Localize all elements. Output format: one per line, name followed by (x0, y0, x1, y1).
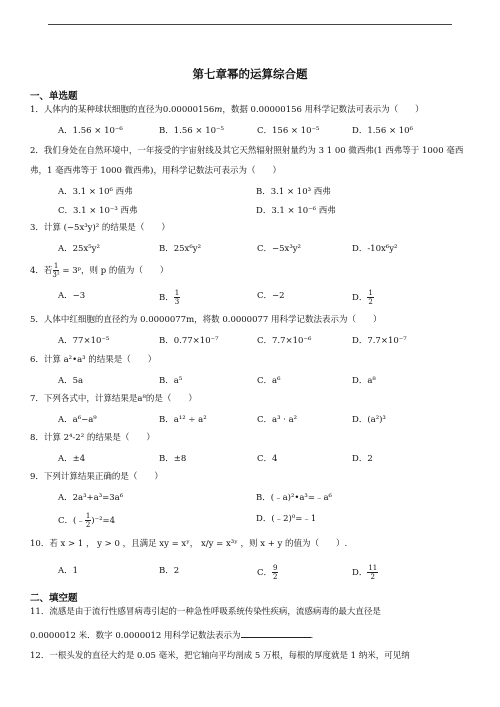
question-7-options (58, 413, 478, 427)
fraction-denominator: 2 (368, 298, 373, 306)
question-9-options-row2 (58, 512, 478, 529)
option-d[interactable] (352, 289, 374, 306)
question-4-options (58, 289, 478, 306)
option-b[interactable]: B．3.1 × 10³ 西弗 (256, 187, 331, 197)
stem-prefix: 4．若 (30, 266, 53, 276)
option-a[interactable]: A．2a³+a³=3a⁶ (58, 493, 124, 503)
stem-suffix: = 3ᵖ，则 p 的值为（ ） (59, 266, 169, 276)
question-8-stem: 8．计算 2⁴-2² 的结果是（ ） (30, 433, 155, 443)
option-a[interactable]: A．a⁶−a⁹ (58, 415, 97, 425)
option-c[interactable]: C．−5x³y² (257, 244, 301, 254)
option-d[interactable]: D．(a²)³ (352, 415, 386, 425)
question-11-line1: 11．流感是由于流行性感冒病毒引起的一种急性呼吸系统传染性疾病，流感病毒的最大直径是 (30, 607, 381, 617)
option-a[interactable]: A．1 (58, 566, 79, 576)
option-suffix: )⁻²=4 (91, 516, 116, 526)
fraction (52, 262, 59, 279)
option-a[interactable]: A．5a (58, 376, 84, 386)
fraction-denominator: 2 (85, 521, 91, 529)
option-label: D． (352, 568, 368, 578)
fraction-numerator: 1 (174, 289, 180, 297)
option-b[interactable]: B．25x⁶y² (159, 244, 201, 254)
option-a[interactable]: A．25x⁵y² (58, 244, 100, 254)
option-c[interactable]: C．a⁶ (257, 376, 281, 386)
fraction-denominator: 2 (273, 573, 278, 581)
option-c[interactable] (257, 564, 278, 581)
fraction-numerator: 1 (368, 289, 373, 297)
option-b[interactable]: B．±8 (159, 454, 187, 464)
question-2-stem: 2．我们身处在自然环境中，一年接受的宇宙射线及其它天然辐射照射量约为 3 1 00 微西弗(1 西弗等于 1000 毫西弗，1 毫西弗等于 1000 微西弗)，用科学记数法可表示为（ ） (30, 146, 464, 176)
option-c[interactable]: C．4 (257, 454, 278, 464)
question-5-stem: 5．人体中红细胞的直径约为 0.0000077m，将数 0.0000077 用科学记数法表示为（ ） (30, 315, 382, 325)
option-d[interactable]: D．2 (352, 454, 373, 464)
option-a[interactable]: A．3.1 × 10⁶ 西弗 (58, 187, 133, 197)
option-a[interactable]: A．77×10⁻⁵ (58, 336, 110, 346)
question-1-options (58, 124, 478, 138)
fraction-numerator: 1 (53, 262, 59, 270)
question-7-stem: 7．下列各式中，计算结果是a⁸的是（ ） (30, 394, 197, 404)
option-c[interactable] (58, 512, 115, 529)
fraction-numerator: 11 (368, 564, 378, 572)
option-d[interactable] (352, 564, 378, 581)
fraction-denominator: 2 (370, 573, 376, 581)
question-8-options (58, 452, 478, 466)
option-b[interactable]: B．a⁵ (159, 376, 183, 386)
option-c[interactable]: C．a³ · a² (257, 415, 298, 425)
option-b[interactable] (159, 289, 180, 306)
question-1-stem: 1．人体内的某种球状细胞的直径为0.00000156𝑚，数据 0.00000156 用科学记数法可表示为（ ） (30, 105, 424, 115)
option-b[interactable]: B．2 (159, 566, 180, 576)
option-b[interactable]: B．(﹣a)²•a³=﹣a⁶ (256, 493, 332, 503)
question-4-stem (30, 262, 470, 279)
fraction-denominator: 3 (174, 298, 180, 306)
question-12-line1: 12．一根头发的直径大约是 0.05 毫米，把它轴向平均剖成 5 万根，每根的厚度就是 1 纳米，可见纳 (30, 651, 410, 661)
question-10-stem: 10．若 x > 1 ， y > 0 ，且满足 xy = xʸ， x/y = x³ʸ ，则 x + y 的值为（ ）. (30, 539, 348, 549)
option-label: C． (257, 568, 273, 578)
fraction (367, 564, 378, 581)
question-2-options-row2 (58, 204, 478, 218)
question-3-options (58, 242, 478, 256)
option-a[interactable]: A．1.56 × 10⁻⁶ (58, 126, 123, 136)
option-d[interactable]: D．7.7×10⁻⁷ (352, 336, 407, 346)
question-10-options (58, 564, 478, 581)
option-label: C．(﹣ (58, 516, 85, 526)
option-d[interactable]: D．3.1 × 10⁻⁶ 西弗 (256, 206, 336, 216)
option-label: B． (159, 293, 174, 303)
question-11-line2 (30, 628, 470, 643)
question-9-options-row1 (58, 491, 478, 505)
fraction-numerator: 9 (273, 564, 278, 572)
option-c[interactable]: C．7.7×10⁻⁶ (257, 336, 312, 346)
fraction-denominator: 3² (52, 271, 60, 279)
option-b[interactable]: B．1.56 × 10⁻⁵ (159, 126, 224, 136)
question-6-stem: 6．计算 a²•a³ 的结果是（ ） (30, 355, 157, 365)
header-rule (48, 24, 452, 25)
fraction (272, 564, 278, 581)
option-b[interactable]: B．a¹² ÷ a² (159, 415, 207, 425)
question-6-options (58, 374, 478, 388)
section-heading-fill-blank: 二、填空题 (30, 593, 78, 604)
section-heading-single-choice: 一、单选题 (30, 91, 78, 102)
question-5-options (58, 334, 478, 348)
option-c[interactable]: C．−2 (257, 291, 285, 301)
option-d[interactable]: D．a⁸ (352, 376, 376, 386)
option-label: D． (352, 293, 368, 303)
option-d[interactable]: D．(﹣2)⁰=﹣1 (256, 514, 317, 524)
question-3-stem: 3．计算 (−5x³y)² 的结果是（ ） (30, 223, 170, 233)
option-a[interactable]: A．±4 (58, 454, 86, 464)
line-text: 0.0000012 米．数字 0.0000012 用科学记数法表示为 (30, 631, 241, 641)
question-2-options-row1 (58, 185, 478, 199)
question-9-stem: 9．下列计算结果正确的是（ ） (30, 472, 163, 482)
fraction (174, 289, 180, 306)
option-b[interactable]: B．0.77×10⁻⁷ (159, 336, 219, 346)
page-title: 第七章幂的运算综合题 (192, 67, 308, 81)
fraction-numerator: 1 (85, 512, 91, 520)
answer-blank[interactable] (241, 628, 311, 638)
option-d[interactable]: D．-10x⁶y² (352, 244, 398, 254)
option-a[interactable]: A．−3 (58, 291, 86, 301)
option-c[interactable]: C．156 × 10⁻⁵ (257, 126, 320, 136)
fraction (367, 289, 373, 306)
option-c[interactable]: C．3.1 × 10⁻³ 西弗 (58, 206, 138, 216)
option-d[interactable]: D．1.56 × 10⁶ (352, 126, 413, 136)
line-end: . (310, 631, 314, 641)
